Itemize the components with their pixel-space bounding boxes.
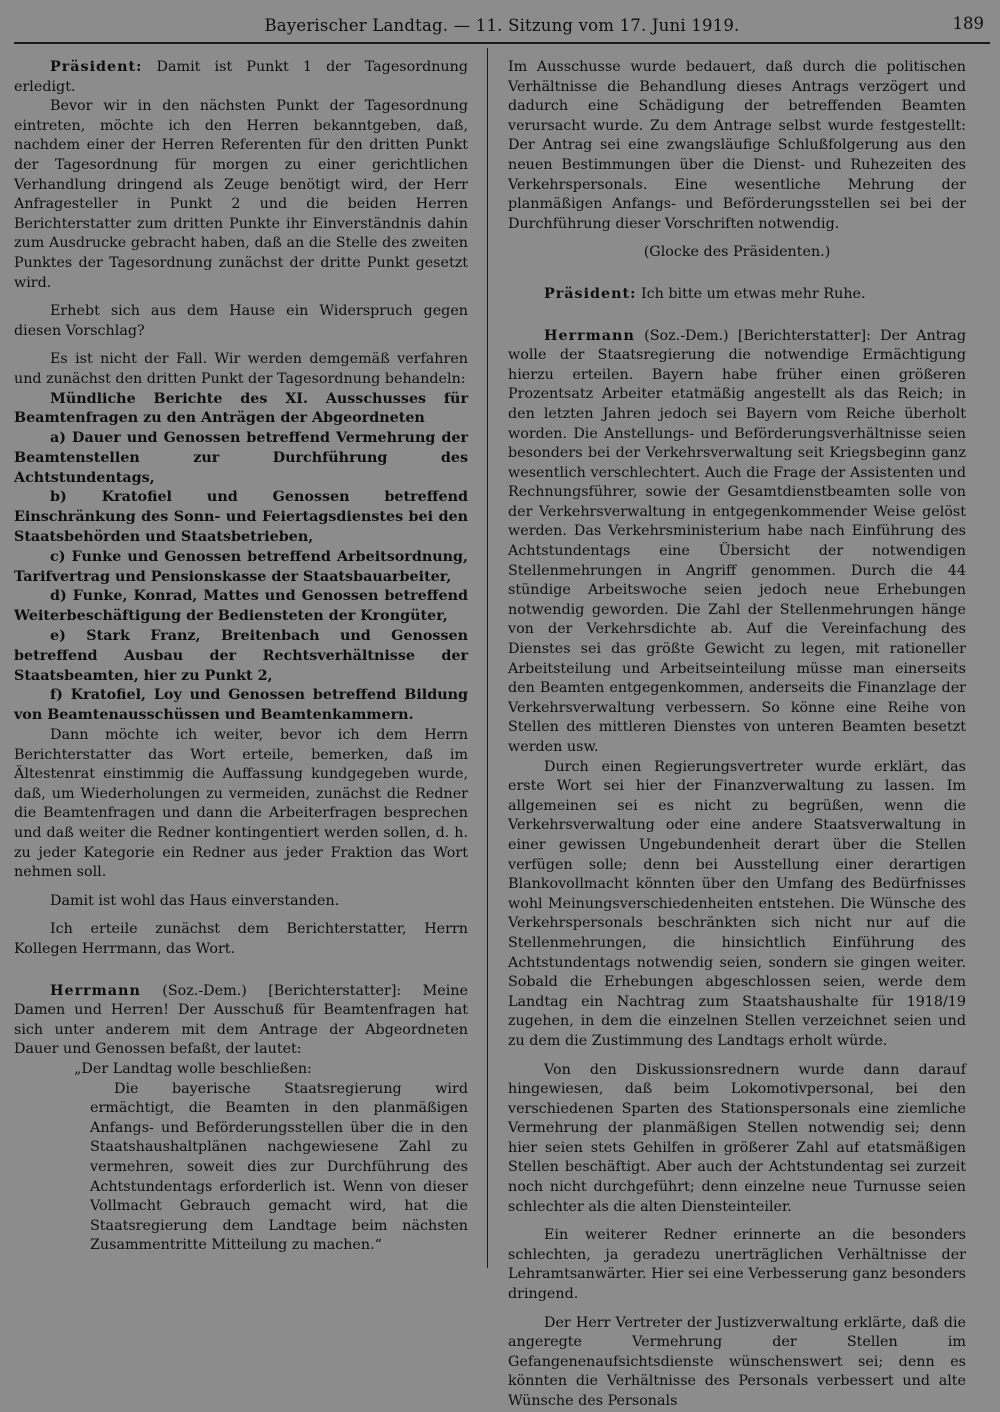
paragraph: Ich erteile zunächst dem Berichterstatter, Herrn Kollegen Herrmann, das Wort. xyxy=(14,921,468,957)
agenda-item: b) Kratofiel und Genossen betreffend Einschränkung des Sonn- und Feiertagsdienstes bei den Staatsbehörden und Staatsbetrieben, xyxy=(14,489,468,546)
agenda-item: c) Funke und Genossen betreffend Arbeitsordnung, Tarifvertrag und Pensionskasse der Staatsbauarbeiter, xyxy=(14,548,468,585)
speech-text: Damit ist Punkt 1 der Tagesordnung erledigt. xyxy=(14,59,468,95)
paragraph: Von den Diskussionsrednern wurde dann darauf hingewiesen, daß beim Lokomotivpersonal, bei den verschiedenen Sparten des Stationspersonals eine ziemliche Vermehrung der planmäßigen Stellen notwendig sei; denn hier seien stets Gehilfen in größerer Zahl auf etatsmäßigen Stellen beschäftigt. Aber auch der Achtstundentag sei zurzeit noch nicht durchgeführt; denn einzelne neue Turnusse seien schlechter als die alten Diensteinteiler. xyxy=(508,1061,966,1215)
quote-intro: „Der Landtag wolle beschließen: xyxy=(74,1060,312,1077)
paragraph: Ein weiterer Redner erinnerte an die besonders schlechten, ja geradezu unerträglichen Verhältnisse der Lehramtsanwärter. Hier sei eine Verbesserung ganz besonders dringend. xyxy=(508,1227,966,1303)
left-column xyxy=(14,58,468,1256)
page-header xyxy=(14,6,990,44)
agenda-item: d) Funke, Konrad, Mattes und Genossen betreffend Weiterbeschäftigung der Bediensteten der Krongüter, xyxy=(14,588,468,625)
agenda-item: e) Stark Franz, Breitenbach und Genossen betreffend Ausbau der Rechtsverhältnisse der Staatsbeamten, hier zu Punkt 2, xyxy=(14,628,468,684)
stage-direction: (Glocke des Präsidenten.) xyxy=(643,244,831,261)
paragraph: Im Ausschusse wurde bedauert, daß durch die politischen Verhältnisse die Behandlung dieses Antrags verzögert und dadurch eine Schädigung der betreffenden Beamten verursacht wurde. Zu dem Antrage selbst wurde festgestellt: Der Antrag sei eine zwangsläufige Schlußfolgerung aus den neuen Bestimmungen über die Dienst- und Ruhezeiten des Verkehrspersonals. Eine wesentliche Mehrung der planmäßigen Anfangs- und Beförderungsstellen sei bei der Durchführung dieser Vorschriften notwendig. xyxy=(508,59,966,232)
header-title: Bayerischer Landtag. — 11. Sitzung vom 17. Juni 1919. xyxy=(264,16,740,35)
paragraph xyxy=(508,327,966,758)
paragraph: Damit ist wohl das Haus einverstanden. xyxy=(50,892,340,909)
paragraph: Der Herr Vertreter der Justizverwaltung erklärte, daß die angeregte Vermehrung der Stellen im Gefangenenaufsichtsdienste wünschenswert sei; denn es könnten die Verhältnisse des Personals verbessert und alte Wünsche des Personals xyxy=(508,1314,966,1409)
paragraph xyxy=(14,58,468,97)
paragraph: Durch einen Regierungsvertreter wurde erklärt, das erste Wort sei hier der Finanzverwaltung zu lassen. Im allgemeinen sei es nicht zu begrüßen, wenn die Verkehrsverwaltung oder eine andere Staatsverwaltung in einer gewissen Ungebundenheit derart über die Stellen verfügen solle; denn bei Ausstellung einer derartigen Blankovollmacht könnten über den Umfang des Bedürfnisses wohl Meinungsverschiedenheiten entstehen. Die Wünsche des Verkehrspersonals beschränkten sich nicht nur auf die Stellenmehrungen, die hinsichtlich Einführung des Achtstundentags notwendig seien, sondern sie gingen weiter. Sobald die Erhebungen abgeschlossen seien, werde dem Landtag ein Nachtrag zum Staatshaushalte für 1918/19 zugehen, in dem die einzelnen Stellen verzeichnet seien und zu dem die Zustimmung des Landtags erholt würde. xyxy=(508,758,966,1049)
column-divider xyxy=(487,48,488,1268)
right-column xyxy=(508,58,966,1412)
agenda-heading: Mündliche Berichte des XI. Ausschusses für Beamtenfragen zu den Anträgen der Abgeordneten xyxy=(14,390,468,427)
speaker-name: Präsident: xyxy=(544,285,637,302)
paragraph: Bevor wir in den nächsten Punkt der Tagesordnung eintreten, möchte ich den Herren bekanntgeben, daß, nachdem einer der Herren Referenten für den dritten Punkt der Tagesordnung für morgen zu einer gerichtlichen Verhandlung dringend als Zeuge benötigt wird, der Herr Anfragesteller in Punkt 2 und die beiden Herren Berichterstatter zum dritten Punkte ihr Einverständnis dahin zum Ausdrucke gebracht haben, daß an die Stelle des zweiten Punktes der Tagesordnung zunächst der dritte Punkt gesetzt wird. xyxy=(14,98,468,291)
agenda-item: a) Dauer und Genossen betreffend Vermehrung der Beamtenstellen zur Durchführung des Achtstundentags, xyxy=(14,430,468,486)
quoted-motion xyxy=(74,1060,468,1256)
speaker-name: Herrmann xyxy=(544,327,635,344)
paragraph: Es ist nicht der Fall. Wir werden demgemäß verfahren und zunächst den dritten Punkt der Tagesordnung behandeln: xyxy=(14,351,468,387)
page-number: 189 xyxy=(952,14,984,33)
speaker-name: Präsident: xyxy=(50,59,143,75)
agenda-item: f) Kratofiel, Loy und Genossen betreffend Bildung von Beamtenausschüssen und Beamtenkammern. xyxy=(14,687,468,724)
paragraph xyxy=(508,285,966,305)
quote-body: Die bayerische Staatsregierung wird ermächtigt, die Beamten in den planmäßigen Anfangs- und Beförderungsstellen über die in den Staatshaushaltplänen nachgewiesene Zahl zu vermehren, soweit dies zur Durchführung des Achtstundentags erforderlich ist. Wenn von dieser Vollmacht Gebrauch gemacht wird, hat die Staatsregierung dem Landtage beim nächsten Zusammentritte Mitteilung zu machen.“ xyxy=(90,1080,468,1254)
paragraph: Erhebt sich aus dem Hause ein Widerspruch gegen diesen Vorschlag? xyxy=(14,303,468,339)
paragraph: Dann möchte ich weiter, bevor ich dem Herrn Berichterstatter das Wort erteile, bemerken, daß im Ältestenrat einstimmig die Auffassung kundgegeben wurde, daß, um Wiederholungen zu vermeiden, zunächst die Redner die Beamtenfragen und dann die Arbeiterfragen besprechen und daß weiter die Redner kontingentiert werden sollen, d. h. zu jeder Kategorie ein Redner aus jeder Fraktion das Wort nehmen soll. xyxy=(14,727,468,881)
speech-text: Ich bitte um etwas mehr Ruhe. xyxy=(636,285,866,302)
speech-text: (Soz.-Dem.) [Berichterstatter]: Meine Damen und Herren! Der Ausschuß für Beamtenfragen hat sich unter anderem mit dem Antrage der Abgeordneten Dauer und Genossen befaßt, der lautet: xyxy=(14,982,468,1058)
speaker-name: Herrmann xyxy=(50,982,141,999)
speech-text: (Soz.-Dem.) [Berichterstatter]: Der Antrag wolle der Staatsregierung die notwendige Ermächtigung hierzu erteilen. Bayern habe früher einen größeren Prozentsatz Arbeiter etatmäßig angestellt als das Reich; in den letzten Jahren jedoch sei Bayern vom Reiche überholt worden. Die Anstellungs- und Beförderungsverhältnisse seien besonders bei der Verkehrsverwaltung seit Kriegsbeginn ganz wesentlich verschlechtert. Auch die Frage der Assistenten und Rechnungsführer, sowie der Gesamtdienstbeamten solle von der Verkehrsverwaltung in entgegenkommender Weise gelöst werden. Das Verkehrsministerium habe nach Einführung des Achtstundentags eine Übersicht der notwendigen Stellenmehrungen in Angriff genommen. Durch die 44 stündige Arbeitswoche seien jedoch neue Erhebungen notwendig geworden. Die Zahl der Stellenmehrungen hänge von der Verkehrsdichte ab. Auf die Vereinfachung des Dienstes sei das größte Gewicht zu legen, mit rationeller Arbeitsteilung und Arbeitseinteilung müsse man einerseits den Beamten entgegenkommen, anderseits die Finanzlage der Verkehrsverwaltung verbessern. So könne eine Reihe von Stellen des mittleren Dienstes von unteren Beamten besetzt werden usw. xyxy=(508,327,966,755)
paragraph xyxy=(14,982,468,1060)
